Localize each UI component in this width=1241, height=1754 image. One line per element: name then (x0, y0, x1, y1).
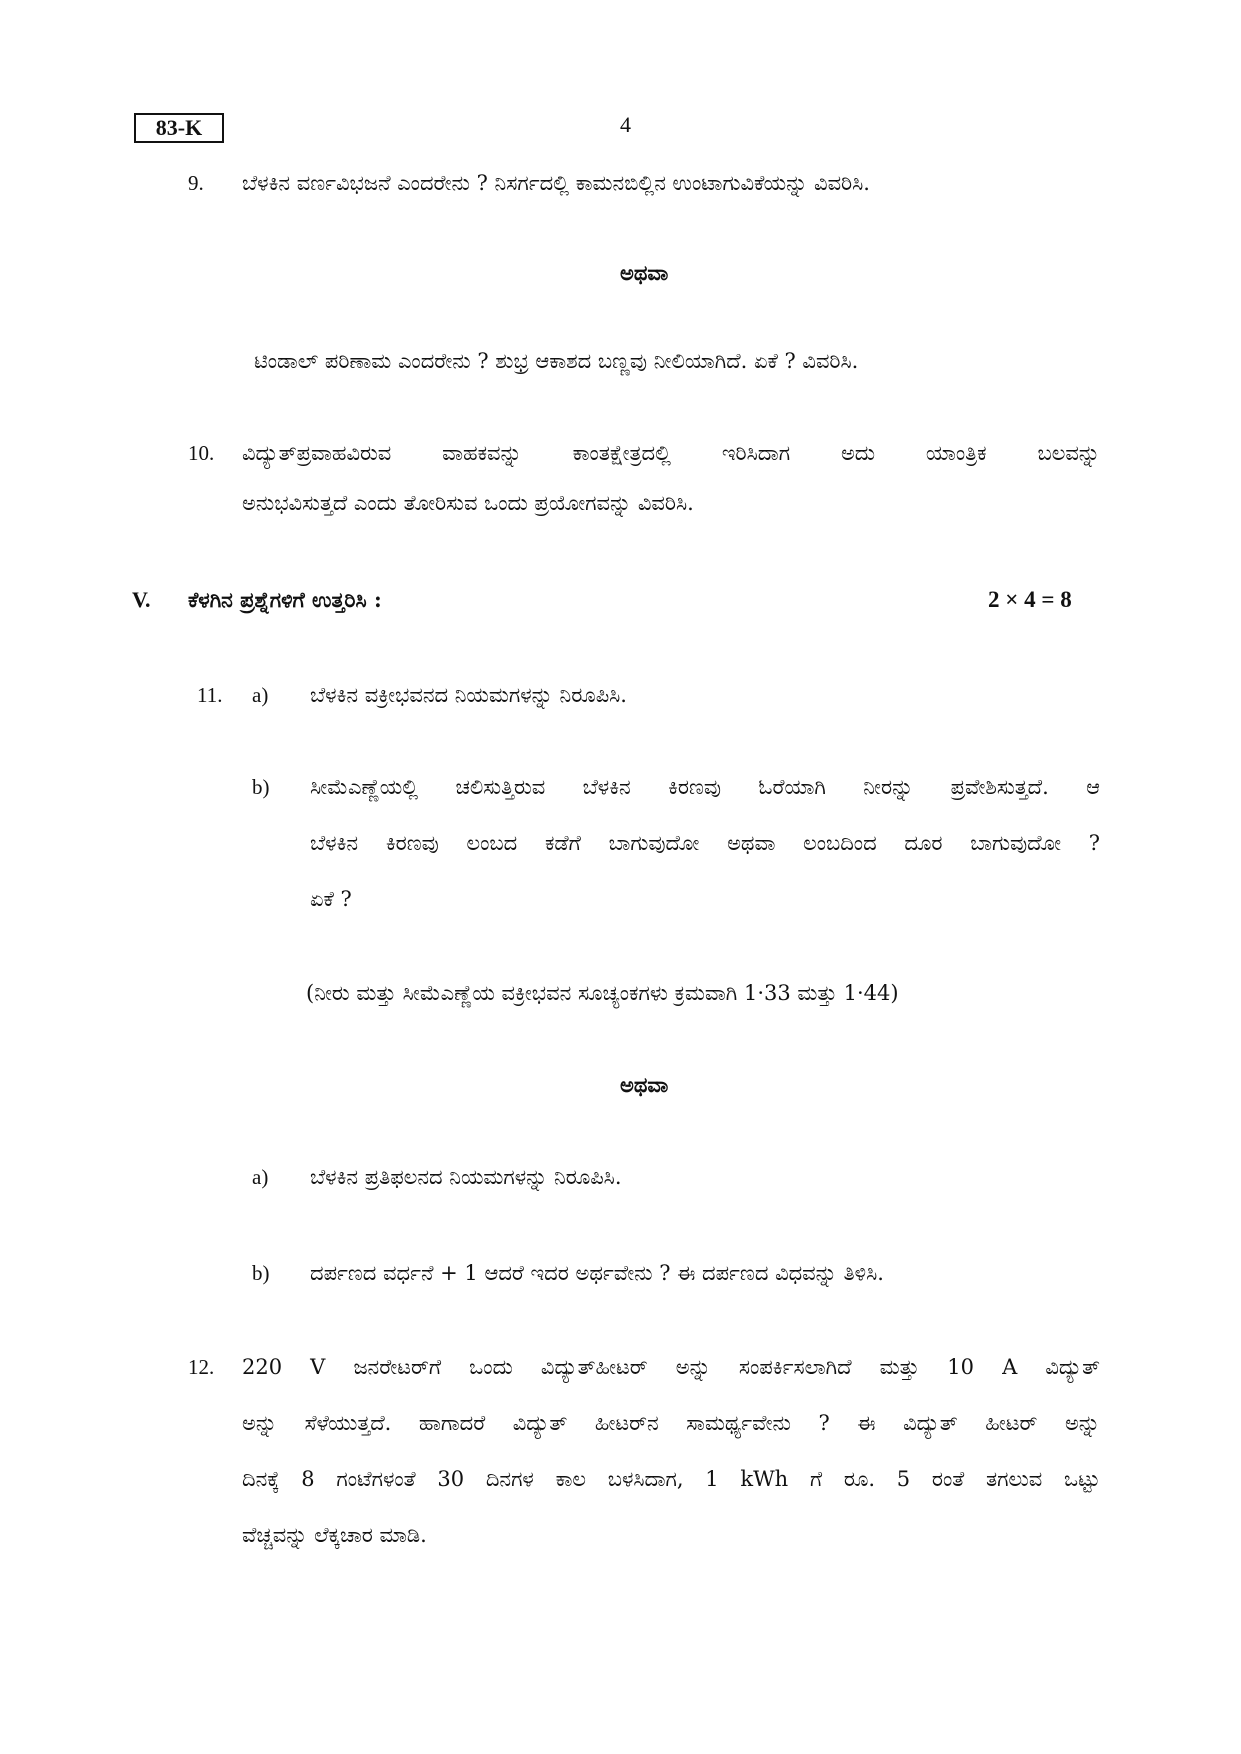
page-number: 4 (620, 112, 631, 137)
q11-alt-a-label: a) (252, 1165, 269, 1189)
q11-or: ಅಥವಾ (620, 1072, 669, 1097)
q11-alt-a-text: ಬೆಳಕಿನ ಪ್ರತಿಫಲನದ ನಿಯಮಗಳನ್ನು ನಿರೂಪಿಸಿ. (310, 1165, 622, 1189)
q12-line2: ಅನ್ನು ಸೆಳೆಯುತ್ತದೆ. ಹಾಗಾದರೆ ವಿದ್ಯುತ್ ಹೀಟರ್‌ನ ಸಾಮರ್ಥ್ಯವೇನು ? ಈ ವಿದ್ಯುತ್ ಹೀಟರ್ ಅನ್ನು (242, 1411, 1100, 1435)
q11-b-note: (ನೀರು ಮತ್ತು ಸೀಮೆಎಣ್ಣೆಯ ವಕ್ರೀಭವನ ಸೂಚ್ಯಂಕಗಳು ಕ್ರಮವಾಗಿ 1·33 ಮತ್ತು 1·44) (306, 981, 899, 1005)
section-v-title: ಕೆಳಗಿನ ಪ್ರಶ್ನೆಗಳಿಗೆ ಉತ್ತರಿಸಿ : (188, 587, 382, 612)
section-v-label: V. (132, 587, 151, 612)
q9-number: 9. (188, 171, 204, 195)
q11-b-line1: ಸೀಮೆಎಣ್ಣೆಯಲ್ಲಿ ಚಲಿಸುತ್ತಿರುವ ಬೆಳಕಿನ ಕಿರಣವು ಓರೆಯಾಗಿ ನೀರನ್ನು ಪ್ರವೇಶಿಸುತ್ತದೆ. ಆ (310, 775, 1100, 799)
q12-number: 12. (188, 1355, 215, 1379)
q11-b-label: b) (252, 775, 270, 799)
q10-line2: ಅನುಭವಿಸುತ್ತದೆ ಎಂದು ತೋರಿಸುವ ಒಂದು ಪ್ರಯೋಗವನ್ನು ವಿವರಿಸಿ. (242, 491, 694, 515)
paper-code: 83-K (134, 113, 224, 143)
q11-a-text: ಬೆಳಕಿನ ವಕ್ರೀಭವನದ ನಿಯಮಗಳನ್ನು ನಿರೂಪಿಸಿ. (310, 683, 627, 707)
q11-number: 11. (197, 683, 223, 707)
q12-line1: 220 V ಜನರೇಟರ್‌ಗೆ ಒಂದು ವಿದ್ಯುತ್‌ಹೀಟರ್ ಅನ್ನು ಸಂಪರ್ಕಿಸಲಾಗಿದೆ ಮತ್ತು 10 A ವಿದ್ಯುತ್ (242, 1355, 1100, 1379)
q12-line3: ದಿನಕ್ಕೆ 8 ಗಂಟೆಗಳಂತೆ 30 ದಿನಗಳ ಕಾಲ ಬಳಸಿದಾಗ, 1 kWh ಗೆ ರೂ. 5 ರಂತೆ ತಗಲುವ ಒಟ್ಟು (242, 1467, 1100, 1491)
q11-alt-b-label: b) (252, 1261, 270, 1285)
q11-b-line3: ಏಕೆ ? (310, 887, 352, 911)
q11-b-line2: ಬೆಳಕಿನ ಕಿರಣವು ಲಂಬದ ಕಡೆಗೆ ಬಾಗುವುದೋ ಅಥವಾ ಲಂಬದಿಂದ ದೂರ ಬಾಗುವುದೋ ? (310, 831, 1100, 855)
q9-or: ಅಥವಾ (620, 260, 669, 285)
q9-text: ಬೆಳಕಿನ ವರ್ಣವಿಭಜನೆ ಎಂದರೇನು ? ನಿಸರ್ಗದಲ್ಲಿ ಕಾಮನಬಿಲ್ಲಿನ ಉಂಟಾಗುವಿಕೆಯನ್ನು ವಿವರಿಸಿ. (242, 171, 870, 195)
section-v-marks: 2 × 4 = 8 (988, 587, 1072, 612)
q10-number: 10. (188, 441, 215, 465)
q12-line4: ವೆಚ್ಚವನ್ನು ಲೆಕ್ಕಚಾರ ಮಾಡಿ. (242, 1523, 427, 1547)
q11-alt-b-text: ದರ್ಪಣದ ವರ್ಧನೆ + 1 ಆದರೆ ಇದರ ಅರ್ಥವೇನು ? ಈ ದರ್ಪಣದ ವಿಧವನ್ನು ತಿಳಿಸಿ. (310, 1261, 884, 1285)
q11-a-label: a) (252, 683, 269, 707)
q9-alt-text: ಟಿಂಡಾಲ್ ಪರಿಣಾಮ ಎಂದರೇನು ? ಶುಭ್ರ ಆಕಾಶದ ಬಣ್ಣವು ನೀಲಿಯಾಗಿದೆ. ಏಕೆ ? ವಿವರಿಸಿ. (254, 349, 859, 373)
q10-line1: ವಿದ್ಯುತ್‌ಪ್ರವಾಹವಿರುವ ವಾಹಕವನ್ನು ಕಾಂತಕ್ಷೇತ್ರದಲ್ಲಿ ಇರಿಸಿದಾಗ ಅದು ಯಾಂತ್ರಿಕ ಬಲವನ್ನು (242, 441, 1100, 465)
